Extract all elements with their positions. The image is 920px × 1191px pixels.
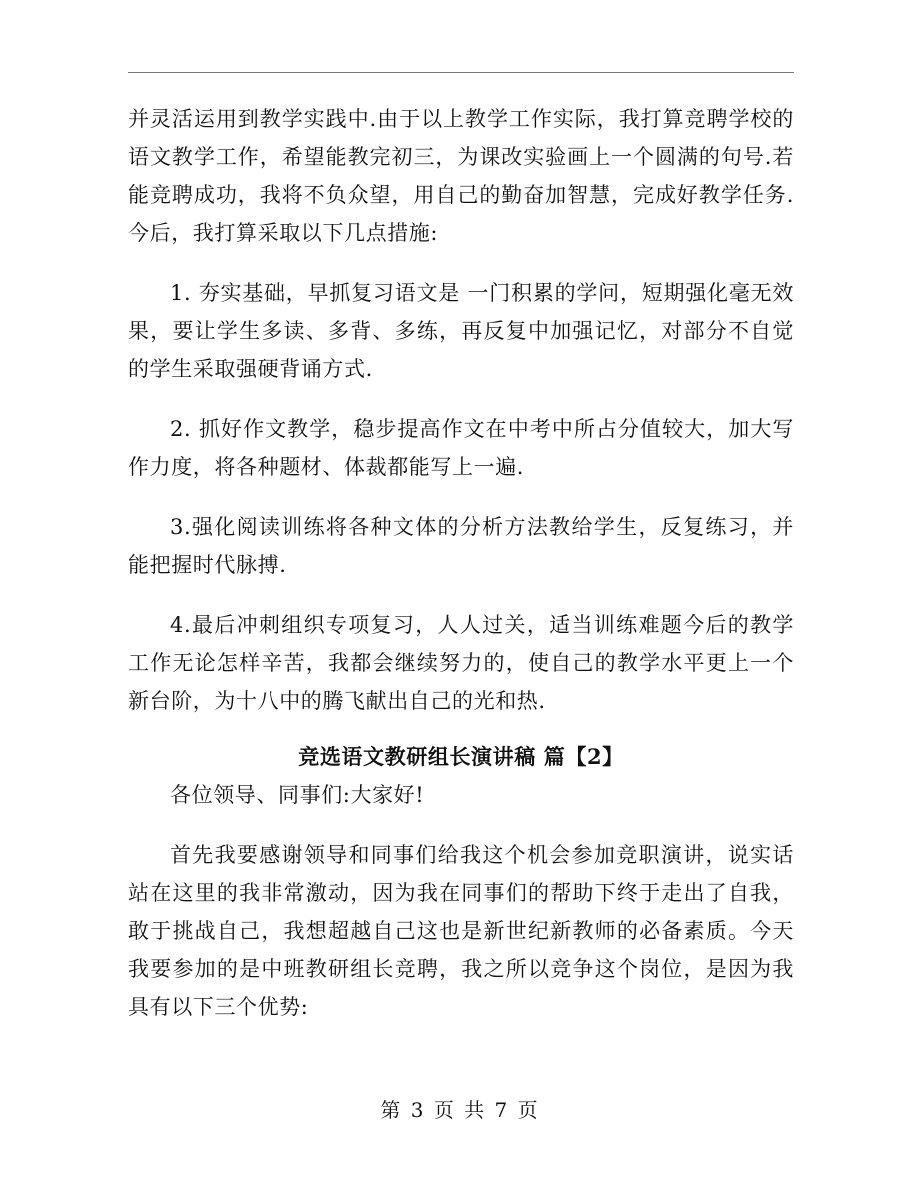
page-number: 第 3 页 共 7 页 xyxy=(380,1098,540,1122)
list-item-3: 3.强化阅读训练将各种文体的分析方法教给学生，反复练习，并能把握时代脉搏. xyxy=(128,515,794,577)
list-item-1: 1. 夯实基础，早抓复习语文是 一门积累的学问，短期强化毫无效果，要让学生多读、多背、多练，再反复中加强记忆，对部分不自觉的学生采取强硬背诵方式. xyxy=(128,281,794,381)
intro-paragraph: 首先我要感谢领导和同事们给我这个机会参加竞职演讲，说实话站在这里的我非常激动，因为我在同事们的帮助下终于走出了自我，敢于挑战自己，我想超越自己这也是新世纪新教师的必备素质。今天我要参加的是中班教研组长竞聘，我之所以竞争这个岗位，是因为我具有以下三个优势: xyxy=(128,843,794,1019)
list-item-4: 4.最后冲刺组织专项复习，人人过关，适当训练难题今后的教学工作无论怎样辛苦，我都会继续努力的，使自己的教学水平更上一个新台阶，为十八中的腾飞献出自己的光和热. xyxy=(128,613,794,713)
section-title: 竞选语文教研组长演讲稿 篇【2】 xyxy=(298,744,624,769)
list-item-2: 2. 抓好作文教学，稳步提高作文在中考中所占分值较大，加大写作力度，将各种题材、体裁都能写上一遍. xyxy=(128,417,794,479)
greeting-paragraph: 各位领导、同事们:大家好! xyxy=(170,783,425,807)
header-rule xyxy=(128,72,794,73)
document-body xyxy=(128,100,794,1026)
paragraph-continuation: 并灵活运用到教学实践中.由于以上教学工作实际，我打算竞聘学校的语文教学工作，希望能教完初三，为课改实验画上一个圆满的句号.若能竞聘成功，我将不负众望，用自己的勤奋加智慧，完成好教学任务.今后，我打算采取以下几点措施: xyxy=(128,107,794,245)
